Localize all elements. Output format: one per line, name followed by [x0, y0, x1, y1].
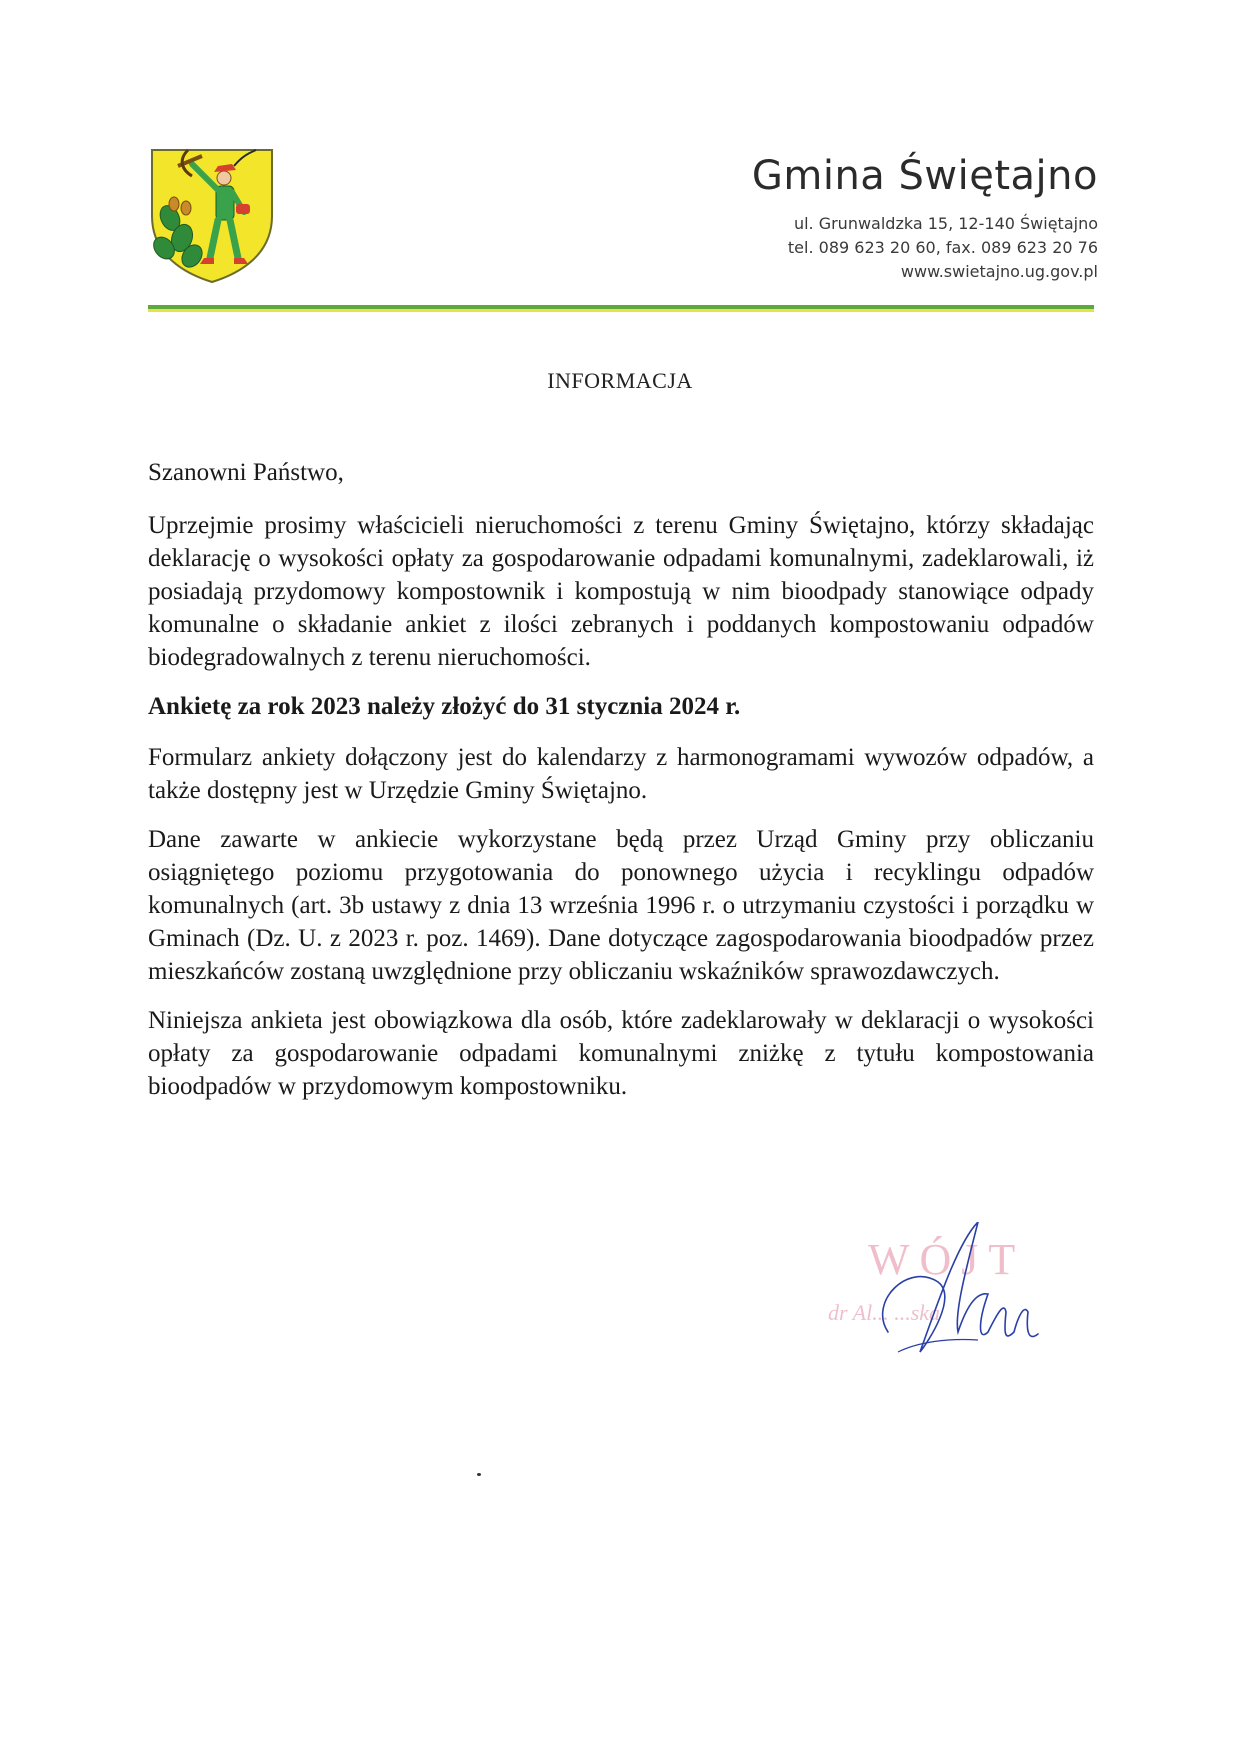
- document-body: [148, 456, 1094, 1119]
- paragraph-4: Niniejsza ankieta jest obowiązkowa dla osób, które zadeklarowały w deklaracji o wysokości opłaty za gospodarowanie odpadami komunalnymi zniżkę z tytułu kompostowania bioodpadów w przydomowym kompostowniku.: [148, 1007, 1094, 1100]
- stamp-name: dr Al... ...ska: [828, 1300, 941, 1325]
- org-website: www.swietajno.ug.gov.pl: [900, 262, 1098, 281]
- document-title: INFORMACJA: [547, 368, 693, 393]
- scan-speck: [477, 1473, 481, 1476]
- org-address: ul. Grunwaldzka 15, 12-140 Świętajno: [793, 214, 1098, 233]
- divider-yellow: [148, 309, 1094, 312]
- coat-of-arms-icon: [148, 146, 276, 286]
- paragraph-1: Uprzejmie prosimy właścicieli nieruchomości z terenu Gminy Świętajno, którzy składając deklarację o wysokości opłaty za gospodarowanie odpadami komunalnymi, zadeklarowali, iż posiadają przydomowy kompostownik i kompostują w nim bioodpady stanowiące odpady komunalne o składanie ankiet z ilości zebranych i poddanych kompostowaniu odpadów biodegradowalnych z terenu nieruchomości.: [148, 512, 1094, 671]
- stamp-title: WÓJT: [868, 1235, 1026, 1284]
- paragraph-2: Formularz ankiety dołączony jest do kalendarzy z harmonogramami wywozów odpadów, a także dostępny jest w Urzędzie Gminy Świętajno.: [148, 744, 1094, 804]
- official-stamp-and-signature: [828, 1222, 1068, 1392]
- letterhead: [752, 150, 1098, 284]
- salutation: Szanowni Państwo,: [148, 459, 344, 486]
- header-divider: [148, 305, 1094, 312]
- paragraph-3: Dane zawarte w ankiecie wykorzystane będą przez Urząd Gminy przy obliczaniu osiągniętego poziomu przygotowania do ponownego użycia i recyklingu odpadów komunalnych (art. 3b ustawy z dnia 13 września 1996 r. o utrzymaniu czystości i porządku w Gminach (Dz. U. z 2023 r. poz. 1469). Dane dotyczące zagospodarowania bioodpadów przez mieszkańców zostaną uwzględnione przy obliczaniu wskaźników sprawozdawczych.: [148, 826, 1094, 985]
- deadline-notice: Ankietę za rok 2023 należy złożyć do 31 stycznia 2024 r.: [148, 693, 741, 720]
- org-phone-fax: tel. 089 623 20 60, fax. 089 623 20 76: [787, 238, 1098, 257]
- org-name: Gmina Świętajno: [751, 153, 1098, 199]
